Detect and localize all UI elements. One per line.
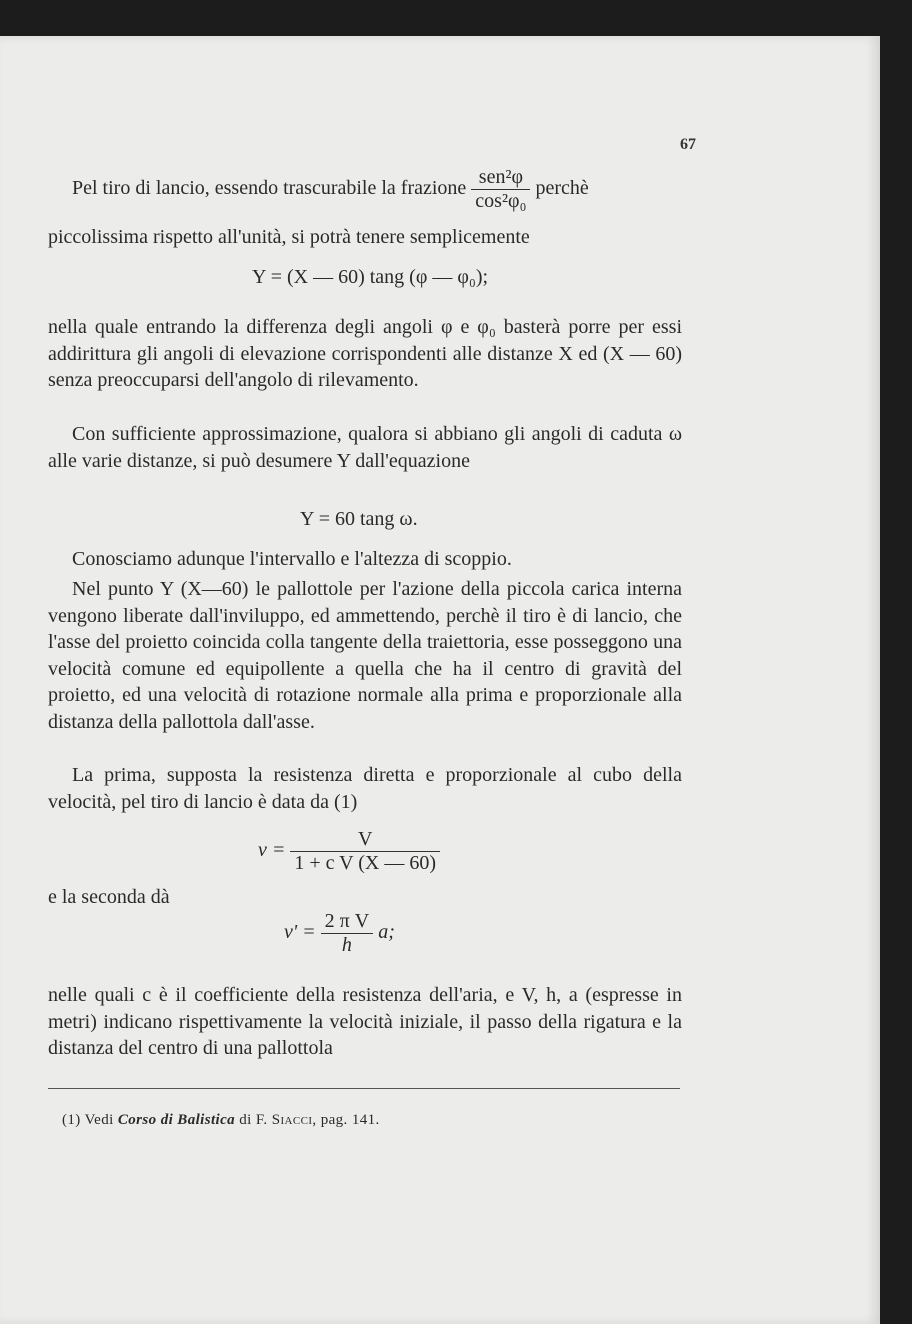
line-piccolissima — [48, 224, 682, 251]
paragraph-text: nelle quali c è il coefficiente della resistenza dell'aria, e V, h, a (espresse in metri) indicano rispettivamente la velocità iniziale, il passo della rigatura e la distanza del centro di una pallottola — [48, 984, 682, 1060]
paragraph-conosciamo — [48, 546, 682, 573]
paragraph-text: Nel punto Y (X—60) le pallottole per l'azione della piccola carica interna vengono liberate dall'inviluppo, ed ammettendo, perchè il tiro è di lancio, che l'asse del proietto coincida colla tangente della traiettoria, esse posseggono una velocità comune ed equipollente a quella che ha il centro di gravità del proietto, ed una velocità di rotazione normale alla prima e proporzionale alla distanza della pallottola dall'asse. — [48, 578, 682, 733]
paragraph-text: La prima, supposta la resistenza diretta e proporzionale al cubo della velocità, pel tiro di lancio è data da (1) — [48, 764, 682, 813]
formula-v-prime — [284, 910, 395, 957]
formula-v-fraction — [290, 828, 440, 875]
formula-v-numerator: V — [357, 828, 373, 850]
formula-vp-lhs: v' = — [284, 921, 316, 944]
footnote-mark: (1) — [62, 1112, 81, 1128]
fraction-denominator: cos²φ₀ — [471, 189, 530, 213]
paragraph-pallottole — [48, 576, 682, 736]
formula-vp-fraction — [321, 910, 374, 957]
footnote-pre: Vedi — [84, 1112, 114, 1128]
footnote — [62, 1112, 380, 1129]
formula-v-denominator: 1 + c V (X — 60) — [290, 851, 440, 875]
intro-line — [72, 166, 589, 213]
formula-y-omega: Y = 60 tang ω. — [300, 508, 418, 530]
formula-vp-tail: a; — [378, 921, 395, 944]
formula-v-lhs: v = — [258, 839, 286, 862]
page-number: 67 — [680, 136, 696, 153]
paragraph-text: Con sufficiente approssimazione, qualora si abbiano gli angoli di caduta ω alle varie distanze, si può desumere Y dall'equazione — [48, 423, 682, 472]
paragraph-approssimazione — [48, 421, 682, 474]
paragraph-text: Conosciamo adunque l'intervallo e l'altezza di scoppio. — [72, 548, 512, 570]
line-seconda: e la seconda dà — [48, 886, 170, 908]
footnote-rule — [48, 1088, 680, 1089]
paragraph-coefficiente — [48, 982, 682, 1062]
footnote-mid: di F. — [239, 1112, 268, 1128]
intro-tail: perchè — [535, 177, 589, 200]
paragraph-differenza — [48, 314, 682, 394]
footnote-post: , pag. 141. — [312, 1112, 380, 1128]
footnote-author: Siacci — [271, 1112, 313, 1128]
formula-v — [258, 828, 440, 875]
fraction-sen-cos — [471, 166, 530, 213]
fraction-numerator: sen²φ — [478, 166, 523, 188]
intro-text: Pel tiro di lancio, essendo trascurabile la frazione — [72, 177, 467, 200]
footnote-title: Corso di Balistica — [117, 1112, 236, 1128]
paragraph-text: nella quale entrando la differenza degli angoli φ e φ₀ basterà porre per essi addirittura gli angoli di elevazione corrispondenti alle distanze X ed (X — 60) senza preoccuparsi dell'angolo di rilevamento. — [48, 316, 682, 392]
formula-y-tang: Y = (X — 60) tang (φ — φ₀); — [252, 266, 489, 288]
paragraph-text: piccolissima rispetto all'unità, si potrà tenere semplicemente — [48, 226, 530, 248]
paragraph-prima — [48, 762, 682, 815]
formula-vp-numerator: 2 π V — [324, 910, 370, 932]
formula-vp-denominator: h — [321, 933, 374, 957]
